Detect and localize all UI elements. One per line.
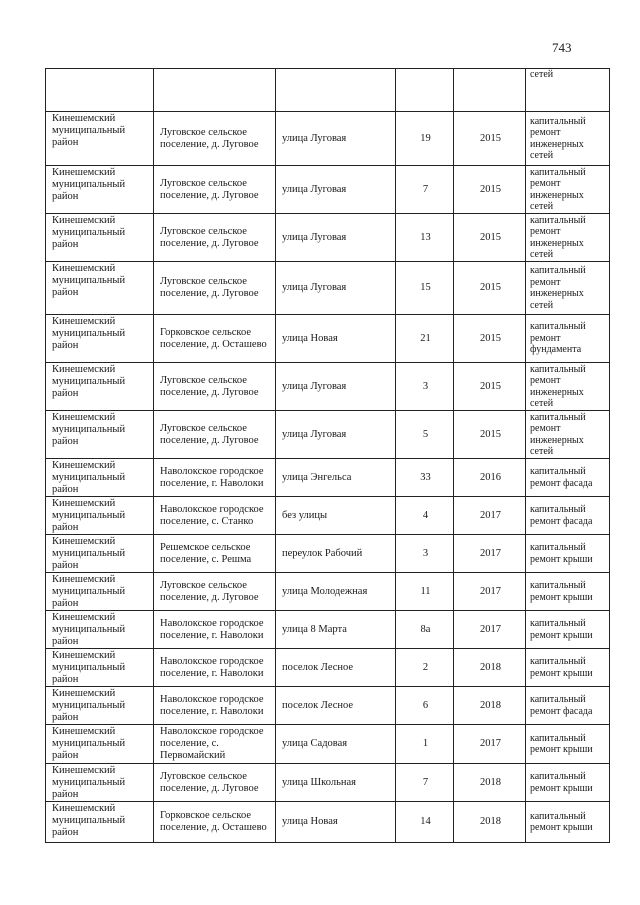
district-cell: Кинешемский муниципальный район	[46, 112, 154, 166]
house-number-cell: 6	[396, 687, 454, 725]
house-number-cell: 8а	[396, 611, 454, 649]
house-number-cell: 11	[396, 573, 454, 611]
table-row	[46, 315, 610, 363]
settlement-cell: Луговское сельское поселение, д. Луговое	[154, 112, 276, 166]
year-cell: 2018	[454, 649, 526, 687]
work-type-cell: капитальный ремонт инженерных сетей	[526, 411, 610, 459]
district-cell: Кинешемский муниципальный район	[46, 725, 154, 764]
table-row	[46, 262, 610, 315]
table-row	[46, 166, 610, 214]
house-number-cell: 19	[396, 112, 454, 166]
year-cell: 2015	[454, 262, 526, 315]
table-row	[46, 687, 610, 725]
table-row	[46, 611, 610, 649]
settlement-cell	[154, 69, 276, 112]
house-number-cell: 15	[396, 262, 454, 315]
street-cell: улица Луговая	[276, 112, 396, 166]
table-row	[46, 112, 610, 166]
settlement-cell: Наволокское городское поселение, г. Наволоки	[154, 611, 276, 649]
settlement-cell: Луговское сельское поселение, д. Луговое	[154, 411, 276, 459]
house-number-cell: 4	[396, 497, 454, 535]
table-row	[46, 649, 610, 687]
settlement-cell: Наволокское городское поселение, г. Наволоки	[154, 649, 276, 687]
district-cell: Кинешемский муниципальный район	[46, 497, 154, 535]
settlement-cell: Горковское сельское поселение, д. Осташево	[154, 315, 276, 363]
year-cell: 2015	[454, 214, 526, 262]
table-row	[46, 459, 610, 497]
district-cell: Кинешемский муниципальный район	[46, 611, 154, 649]
district-cell: Кинешемский муниципальный район	[46, 459, 154, 497]
year-cell: 2015	[454, 315, 526, 363]
work-type-cell: капитальный ремонт фасада	[526, 497, 610, 535]
district-cell: Кинешемский муниципальный район	[46, 262, 154, 315]
table-row	[46, 802, 610, 843]
table-row	[46, 497, 610, 535]
house-number-cell: 7	[396, 166, 454, 214]
district-cell: Кинешемский муниципальный район	[46, 411, 154, 459]
street-cell: улица Молодежная	[276, 573, 396, 611]
page-number: 743	[552, 40, 572, 55]
work-type-cell: капитальный ремонт крыши	[526, 573, 610, 611]
house-number-cell: 2	[396, 649, 454, 687]
year-cell: 2015	[454, 411, 526, 459]
house-number-cell: 5	[396, 411, 454, 459]
settlement-cell: Луговское сельское поселение, д. Луговое	[154, 262, 276, 315]
settlement-cell: Наволокское городское поселение, с. Первомайский	[154, 725, 276, 764]
street-cell	[276, 69, 396, 112]
street-cell: без улицы	[276, 497, 396, 535]
street-cell: улица Луговая	[276, 166, 396, 214]
work-type-cell: капитальный ремонт крыши	[526, 725, 610, 764]
year-cell: 2015	[454, 166, 526, 214]
work-cell: сетей	[526, 69, 610, 112]
year-cell: 2017	[454, 611, 526, 649]
work-type-cell: капитальный ремонт крыши	[526, 535, 610, 573]
year-cell: 2017	[454, 497, 526, 535]
work-type-cell: капитальный ремонт инженерных сетей	[526, 166, 610, 214]
street-cell: улица Новая	[276, 315, 396, 363]
settlement-cell: Решемское сельское поселение, с. Решма	[154, 535, 276, 573]
work-type-cell: капитальный ремонт инженерных сетей	[526, 262, 610, 315]
continuation-row	[46, 69, 610, 112]
settlement-cell: Луговское сельское поселение, д. Луговое	[154, 764, 276, 802]
table-row	[46, 214, 610, 262]
settlement-cell: Наволокское городское поселение, с. Станко	[154, 497, 276, 535]
street-cell: поселок Лесное	[276, 687, 396, 725]
year-cell: 2017	[454, 725, 526, 764]
year-cell: 2018	[454, 764, 526, 802]
house-number-cell: 1	[396, 725, 454, 764]
street-cell: поселок Лесное	[276, 649, 396, 687]
table-row	[46, 535, 610, 573]
work-type-cell: капитальный ремонт крыши	[526, 649, 610, 687]
district-cell: Кинешемский муниципальный район	[46, 315, 154, 363]
settlement-cell: Луговское сельское поселение, д. Луговое	[154, 363, 276, 411]
street-cell: улица Луговая	[276, 363, 396, 411]
year-cell: 2017	[454, 573, 526, 611]
house-number-cell: 13	[396, 214, 454, 262]
district-cell: Кинешемский муниципальный район	[46, 687, 154, 725]
year-cell	[454, 69, 526, 112]
settlement-cell: Луговское сельское поселение, д. Луговое	[154, 214, 276, 262]
district-cell: Кинешемский муниципальный район	[46, 764, 154, 802]
district-cell	[46, 69, 154, 112]
table-row	[46, 573, 610, 611]
year-cell: 2016	[454, 459, 526, 497]
house-number-cell: 3	[396, 535, 454, 573]
table-row	[46, 764, 610, 802]
work-type-cell: капитальный ремонт фундамента	[526, 315, 610, 363]
house-number-cell: 21	[396, 315, 454, 363]
year-cell: 2015	[454, 363, 526, 411]
street-cell: переулок Рабочий	[276, 535, 396, 573]
work-type-cell: капитальный ремонт фасада	[526, 459, 610, 497]
housing-repair-table	[45, 68, 610, 843]
district-cell: Кинешемский муниципальный район	[46, 535, 154, 573]
year-cell: 2017	[454, 535, 526, 573]
district-cell: Кинешемский муниципальный район	[46, 363, 154, 411]
house-number-cell: 33	[396, 459, 454, 497]
street-cell: улица Садовая	[276, 725, 396, 764]
house-number-cell: 14	[396, 802, 454, 843]
table-body	[46, 69, 610, 843]
street-cell: улица Школьная	[276, 764, 396, 802]
year-cell: 2018	[454, 687, 526, 725]
settlement-cell: Наволокское городское поселение, г. Наволоки	[154, 687, 276, 725]
work-type-cell: капитальный ремонт крыши	[526, 611, 610, 649]
settlement-cell: Наволокское городское поселение, г. Наволоки	[154, 459, 276, 497]
district-cell: Кинешемский муниципальный район	[46, 573, 154, 611]
year-cell: 2018	[454, 802, 526, 843]
district-cell: Кинешемский муниципальный район	[46, 214, 154, 262]
settlement-cell: Луговское сельское поселение, д. Луговое	[154, 573, 276, 611]
street-cell: улица Луговая	[276, 411, 396, 459]
settlement-cell: Луговское сельское поселение, д. Луговое	[154, 166, 276, 214]
work-type-cell: капитальный ремонт крыши	[526, 802, 610, 843]
street-cell: улица Луговая	[276, 214, 396, 262]
work-type-cell: капитальный ремонт фасада	[526, 687, 610, 725]
table-row	[46, 725, 610, 764]
work-type-cell: капитальный ремонт инженерных сетей	[526, 214, 610, 262]
street-cell: улица 8 Марта	[276, 611, 396, 649]
district-cell: Кинешемский муниципальный район	[46, 649, 154, 687]
street-cell: улица Луговая	[276, 262, 396, 315]
street-cell: улица Энгельса	[276, 459, 396, 497]
table-row	[46, 363, 610, 411]
house-number-cell: 7	[396, 764, 454, 802]
house-number-cell: 3	[396, 363, 454, 411]
work-type-cell: капитальный ремонт инженерных сетей	[526, 112, 610, 166]
district-cell: Кинешемский муниципальный район	[46, 802, 154, 843]
street-cell: улица Новая	[276, 802, 396, 843]
table-row	[46, 411, 610, 459]
work-type-cell: капитальный ремонт крыши	[526, 764, 610, 802]
work-type-cell: капитальный ремонт инженерных сетей	[526, 363, 610, 411]
settlement-cell: Горковское сельское поселение, д. Осташево	[154, 802, 276, 843]
district-cell: Кинешемский муниципальный район	[46, 166, 154, 214]
house-cell	[396, 69, 454, 112]
year-cell: 2015	[454, 112, 526, 166]
